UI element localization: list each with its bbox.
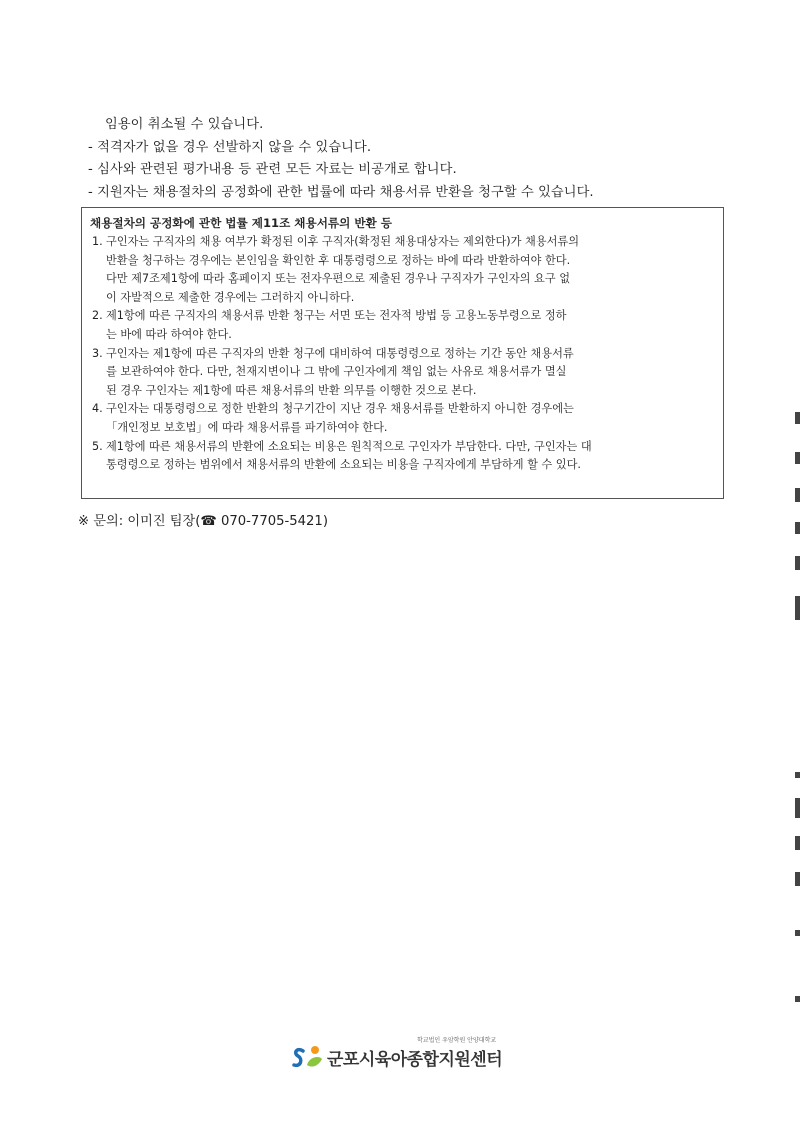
edge-mark [795, 872, 800, 886]
logo-symbol-icon [291, 1043, 325, 1071]
logo-subtitle: 학교법인 우암학원 안양대학교 [417, 1037, 497, 1044]
logo-title: 군포시육아종합지원센터 [327, 1050, 503, 1070]
law-item-line: 구인자는 대통령령으로 정한 반환의 청구기간이 지난 경우 채용서류를 반환하지 아니한 경우에는 [106, 402, 574, 416]
page-edge-marks [792, 0, 800, 1131]
law-title: 채용절차의 공정화에 관한 법률 제11조 채용서류의 반환 등 [90, 216, 392, 230]
law-item [90, 345, 715, 401]
law-item-number: 1. [92, 235, 103, 248]
law-item-number: 5. [92, 439, 103, 453]
law-item-text [106, 345, 715, 401]
edge-mark [795, 836, 800, 850]
edge-mark [795, 596, 800, 620]
law-item-line: 를 보관하여야 한다. 다만, 천재지변이나 그 밖에 구인자에게 책임 없는 사유로 채용서류가 멸실 [106, 365, 567, 379]
notice-list [88, 114, 728, 204]
edge-mark [795, 930, 800, 936]
law-item-line: 된 경우 구인자는 제1항에 따른 채용서류의 반환 의무를 이행한 것으로 본다. [106, 383, 477, 397]
notice-line: - 심사와 관련된 평가내용 등 관련 모든 자료는 비공개로 합니다. [88, 162, 457, 177]
edge-mark [795, 452, 800, 464]
law-item-number: 3. [92, 346, 103, 360]
law-item [90, 438, 715, 475]
center-logo [289, 1035, 519, 1075]
contact-info: ※ 문의: 이미진 팀장(☎ 070-7705-5421) [78, 514, 328, 529]
notice-line: - 적격자가 없을 경우 선발하지 않을 수 있습니다. [88, 139, 372, 155]
law-item-number: 4. [92, 402, 103, 416]
edge-mark [795, 772, 800, 778]
law-item-text [106, 307, 715, 344]
edge-mark [795, 996, 800, 1002]
law-excerpt-box [81, 207, 724, 499]
law-item-text [106, 400, 715, 437]
law-item-text [106, 233, 715, 307]
edge-mark [795, 522, 800, 534]
law-item [90, 307, 715, 344]
law-item-line: 제1항에 따른 채용서류의 반환에 소요되는 비용은 원칙적으로 구인자가 부담한다. 다만, 구인자는 대 [106, 439, 592, 453]
edge-mark [795, 488, 800, 502]
edge-mark [795, 556, 800, 570]
law-item-line: 다만 제7조제1항에 따라 홈페이지 또는 전자우편으로 제출된 경우나 구직자가 구인자의 요구 없 [106, 272, 571, 286]
law-item-line: 구인자는 제1항에 따른 구직자의 반환 청구에 대비하여 대통령령으로 정하는 기간 동안 채용서류 [106, 346, 574, 360]
law-item-line: 는 바에 따라 하여야 한다. [106, 327, 232, 341]
notice-line: 임용이 취소될 수 있습니다. [105, 117, 264, 132]
notice-line: - 지원자는 채용절차의 공정화에 관한 법률에 따라 채용서류 반환을 청구할 수 있습니다. [88, 184, 594, 200]
edge-mark [795, 412, 800, 424]
law-item-line: 이 자발적으로 제출한 경우에는 그러하지 아니하다. [106, 290, 355, 304]
law-item-text [106, 438, 715, 475]
edge-mark [795, 798, 800, 818]
law-item-line: 반환을 청구하는 경우에는 본인임을 확인한 후 대통령령으로 정하는 바에 따라 반환하여야 한다. [106, 253, 571, 267]
law-item-line: 「개인정보 보호법」에 따라 채용서류를 파기하여야 한다. [106, 420, 388, 434]
law-item-line: 통령령으로 정하는 범위에서 채용서류의 반환에 소요되는 비용을 구직자에게 부담하게 할 수 있다. [106, 458, 581, 472]
law-item [90, 233, 715, 307]
law-item-number: 2. [92, 309, 103, 323]
law-item-line: 구인자는 구직자의 채용 여부가 확정된 이후 구직자(확정된 채용대상자는 제외한다)가 채용서류의 [106, 235, 580, 248]
law-item-line: 제1항에 따른 구직자의 채용서류 반환 청구는 서면 또는 전자적 방법 등 고용노동부령으로 정하 [106, 309, 567, 323]
law-item [90, 400, 715, 437]
